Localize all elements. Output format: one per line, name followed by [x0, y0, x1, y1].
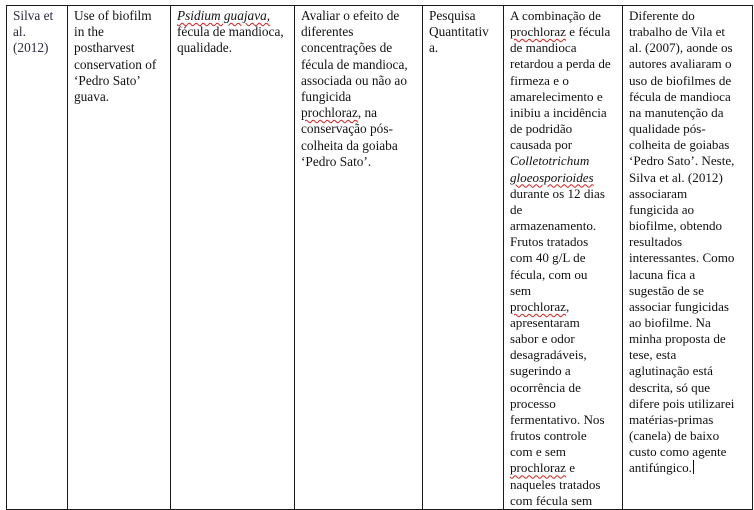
comment-line: matérias-primas — [629, 411, 714, 427]
comment-line: fécula de mandioca — [629, 88, 731, 104]
results-line: fécula, com ou — [510, 266, 588, 282]
title-line: ‘Pedro Sato’ — [74, 72, 141, 88]
results-line: naqueles tratados — [510, 476, 601, 492]
comment-line: ao biofilme. Na — [629, 314, 711, 330]
method-line: a. — [429, 40, 439, 56]
document-table-viewport — [6, 5, 752, 508]
title-line: Use of biofilm — [74, 8, 152, 23]
comment-line: resultados — [629, 234, 683, 250]
objective-line: ‘Pedro Sato’. — [301, 153, 372, 169]
comment-line: lacuna fica a — [629, 266, 696, 282]
results-line: de — [510, 201, 523, 217]
results-line: fermentativo. Nos — [510, 411, 605, 427]
organism-name: gloeosporioides — [510, 169, 594, 185]
comment-line: fungicida ao — [629, 201, 695, 217]
spellcheck-word: prochloraz — [510, 24, 566, 40]
results-line: inibiu a incidência — [510, 104, 607, 120]
objective-line: fungicida — [301, 89, 352, 105]
comment-line: minha proposta de — [629, 331, 726, 347]
results-line — [510, 299, 617, 315]
results-fragment: , — [565, 298, 570, 314]
comment-line: colheita de goiabas — [629, 137, 730, 153]
material-line: fécula de mandioca, — [177, 24, 284, 40]
results-line: sugerindo a — [510, 363, 571, 379]
spellcheck-word: prochloraz — [510, 298, 566, 314]
species-name: Psidium guajava, — [177, 8, 271, 23]
comment-line: autores avaliaram o — [629, 56, 732, 72]
comment-line: tese, esta — [629, 347, 677, 363]
title-cell[interactable] — [68, 6, 171, 510]
comment-fragment: antifúngico. — [629, 460, 692, 476]
comment-line: qualidade pós- — [629, 121, 706, 137]
comment-line: descrita, só que — [629, 379, 711, 395]
results-line: ocorrência de — [510, 379, 581, 395]
results-line: de mandioca — [510, 40, 577, 56]
results-line: retardou a perda de — [510, 56, 611, 72]
comment-line: custo como agente — [629, 444, 727, 460]
results-line: firmeza e o — [510, 72, 569, 88]
results-line: sabor e odor — [510, 331, 575, 347]
table-row — [7, 6, 753, 510]
results-line — [510, 24, 617, 40]
spellcheck-word: prochloraz — [510, 460, 566, 476]
comment-line: associar fungicidas — [629, 298, 729, 314]
title-line: conservation of — [74, 56, 157, 72]
results-line: de podridão — [510, 121, 573, 137]
results-fragment: e fécula — [565, 24, 611, 40]
results-line: Frutos tratados — [510, 234, 589, 250]
comment-line: Silva et al. (2012) — [629, 169, 723, 185]
objective-cell[interactable] — [295, 6, 423, 510]
comment-line: difere pois utilizarei — [629, 395, 735, 411]
objective-line: associada ou não ao — [301, 72, 407, 88]
spellcheck-word: prochloraz — [301, 105, 358, 121]
material-line: qualidade. — [177, 40, 233, 56]
author-line: (2012) — [13, 40, 49, 56]
comment-line: sugestão de se — [629, 282, 704, 298]
organism-name: Colletotrichum — [510, 153, 590, 169]
method-line: Quantitativ — [429, 24, 489, 40]
title-line: in the — [74, 24, 104, 40]
author-cell[interactable] — [7, 6, 68, 510]
results-fragment: e — [565, 460, 576, 476]
comment-line: ‘Pedro Sato’. Neste, — [629, 153, 735, 169]
objective-line: conservação pós- — [301, 121, 393, 137]
results-line — [510, 460, 617, 476]
results-cell[interactable] — [504, 6, 623, 510]
comment-line: uso de biofilmes de — [629, 72, 732, 88]
method-line: Pesquisa — [429, 8, 476, 23]
results-line: processo — [510, 395, 556, 411]
author-line: Silva et — [13, 8, 54, 23]
author-line: al. — [13, 24, 26, 40]
material-cell[interactable] — [171, 6, 295, 510]
results-line: A combinação de — [510, 8, 601, 23]
comment-line: al. (2007), aonde os — [629, 40, 733, 56]
results-line: apresentaram — [510, 314, 580, 330]
results-line: desagradáveis, — [510, 347, 587, 363]
results-line: com e sem — [510, 444, 566, 460]
results-line: com 40 g/L de — [510, 250, 586, 266]
comment-line: trabalho de Vila et — [629, 24, 726, 40]
comment-line: Diferente do — [629, 8, 695, 23]
comment-last-line — [629, 460, 747, 476]
results-line: armazenamento. — [510, 218, 597, 234]
results-line: causada por — [510, 137, 573, 153]
objective-line: colheita da goiaba — [301, 137, 398, 153]
comment-line: associaram — [629, 185, 688, 201]
title-line: guava. — [74, 89, 110, 105]
objective-fragment: , na — [357, 105, 378, 121]
results-line: durante os 12 dias — [510, 185, 605, 201]
results-line: com fécula sem — [510, 492, 593, 508]
comment-line: na manutenção da — [629, 104, 724, 120]
objective-line: concentrações de — [301, 40, 393, 56]
method-cell[interactable] — [423, 6, 504, 510]
comment-line: biofilme, obtendo — [629, 218, 723, 234]
comment-cell[interactable] — [623, 6, 753, 510]
comment-line: (canela) de baixo — [629, 428, 720, 444]
text-cursor — [693, 460, 694, 474]
literature-review-table — [6, 5, 753, 510]
comment-line: interessantes. Como — [629, 250, 735, 266]
objective-line: Avaliar o efeito de — [301, 8, 400, 23]
comment-line: aglutinação está — [629, 363, 713, 379]
objective-line — [301, 105, 417, 121]
objective-line: fécula de mandioca, — [301, 56, 408, 72]
objective-line: diferentes — [301, 24, 354, 40]
title-line: postharvest — [74, 40, 135, 56]
results-line: frutos controle — [510, 428, 587, 444]
results-line: amarelecimento e — [510, 88, 603, 104]
results-line: sem — [510, 282, 532, 298]
